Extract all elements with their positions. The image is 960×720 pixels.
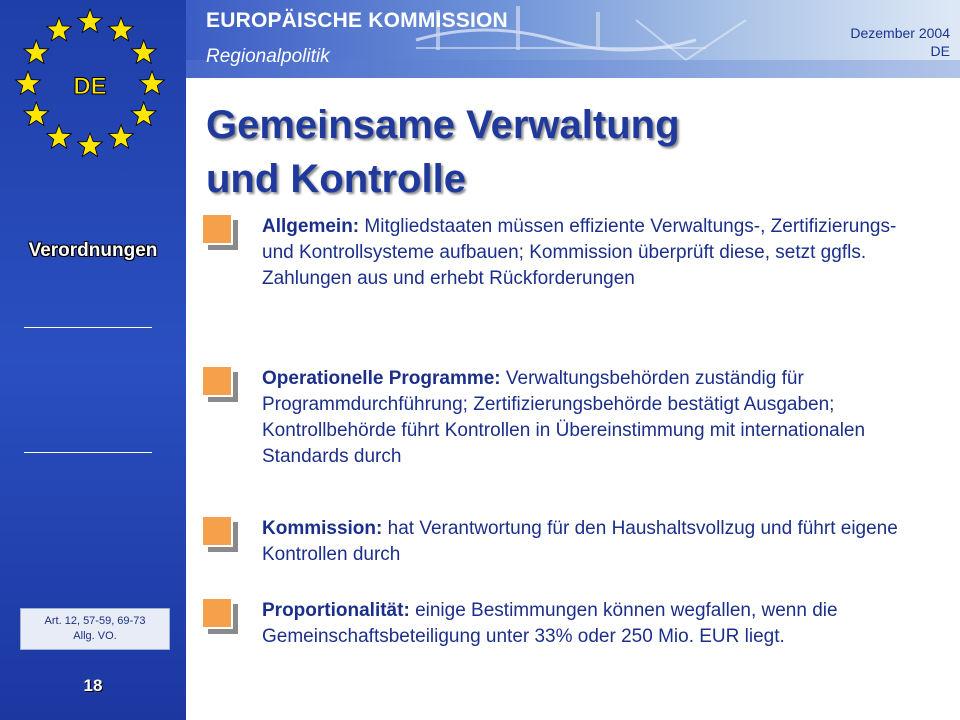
sidebar (0, 0, 186, 720)
eu-star-icon (140, 71, 165, 95)
eu-stars-emblem (10, 4, 170, 164)
eu-star-icon (78, 9, 103, 33)
orange-square-bullet-icon (198, 210, 242, 254)
eu-star-icon (47, 125, 72, 149)
bullet-text (262, 366, 914, 470)
orange-square-bullet-icon (198, 594, 242, 638)
bullet-term: Kommission: (262, 518, 383, 539)
eu-star-icon (78, 133, 103, 157)
reference-line: Allg. VO. (73, 630, 117, 642)
sidebar-divider (24, 452, 152, 453)
sidebar-divider (24, 327, 152, 328)
title-line: Gemeinsame Verwaltung (206, 103, 680, 147)
eu-star-icon (109, 17, 134, 41)
orange-square-bullet-icon (198, 362, 242, 406)
language-code: DE (930, 43, 950, 59)
bullet-text (262, 598, 914, 650)
section-label: Verordnungen (28, 240, 158, 261)
bullet-term: Proportionalität: (262, 600, 410, 621)
eu-star-icon (24, 40, 49, 64)
date-block (850, 24, 950, 60)
eu-star-icon (131, 102, 156, 126)
reference-line: Art. 12, 57-59, 69-73 (44, 615, 146, 627)
page-number: 18 (83, 676, 103, 695)
date-label: Dezember 2004 (850, 25, 950, 41)
eu-star-icon (131, 40, 156, 64)
eu-star-icon (16, 71, 41, 95)
emblem-country-code: DE (73, 73, 107, 100)
bullet-term: Allgemein: (262, 216, 360, 237)
eu-star-icon (109, 125, 134, 149)
page-title (206, 98, 906, 206)
bullet-description: Mitgliedstaaten müssen effiziente Verwaltungs-, Zertifizierungs- und Kontrollsysteme aufbauen; Kommission überprüft diese, setzt ggfls. Zahlungen aus und erhebt Rückforderungen (262, 216, 897, 289)
department-name: Regionalpolitik (206, 46, 330, 67)
orange-square-bullet-icon (198, 512, 242, 556)
bullet-description: hat Verantwortung für den Haushaltsvollzug und führt eigene Kontrollen durch (262, 518, 898, 565)
title-line: und Kontrolle (206, 157, 466, 201)
eu-star-icon (24, 102, 49, 126)
organization-name: EUROPÄISCHE KOMMISSION (206, 9, 508, 32)
bullet-text (262, 214, 914, 292)
eu-star-icon (47, 17, 72, 41)
bullet-text (262, 516, 914, 568)
bullet-term: Operationelle Programme: (262, 368, 501, 389)
reference-box (20, 608, 170, 650)
bullet-description: Verwaltungsbehörden zuständig für Programmdurchführung; Zertifizierungsbehörde bestätigt Ausgaben; Kontrollbehörde führt Kontrollen in Übereinstimmung mit internationalen Standards durch (262, 368, 866, 467)
bullet-description: einige Bestimmungen können wegfallen, wenn die Gemeinschaftsbeteiligung unter 33% oder 250 Mio. EUR liegt. (262, 600, 838, 647)
